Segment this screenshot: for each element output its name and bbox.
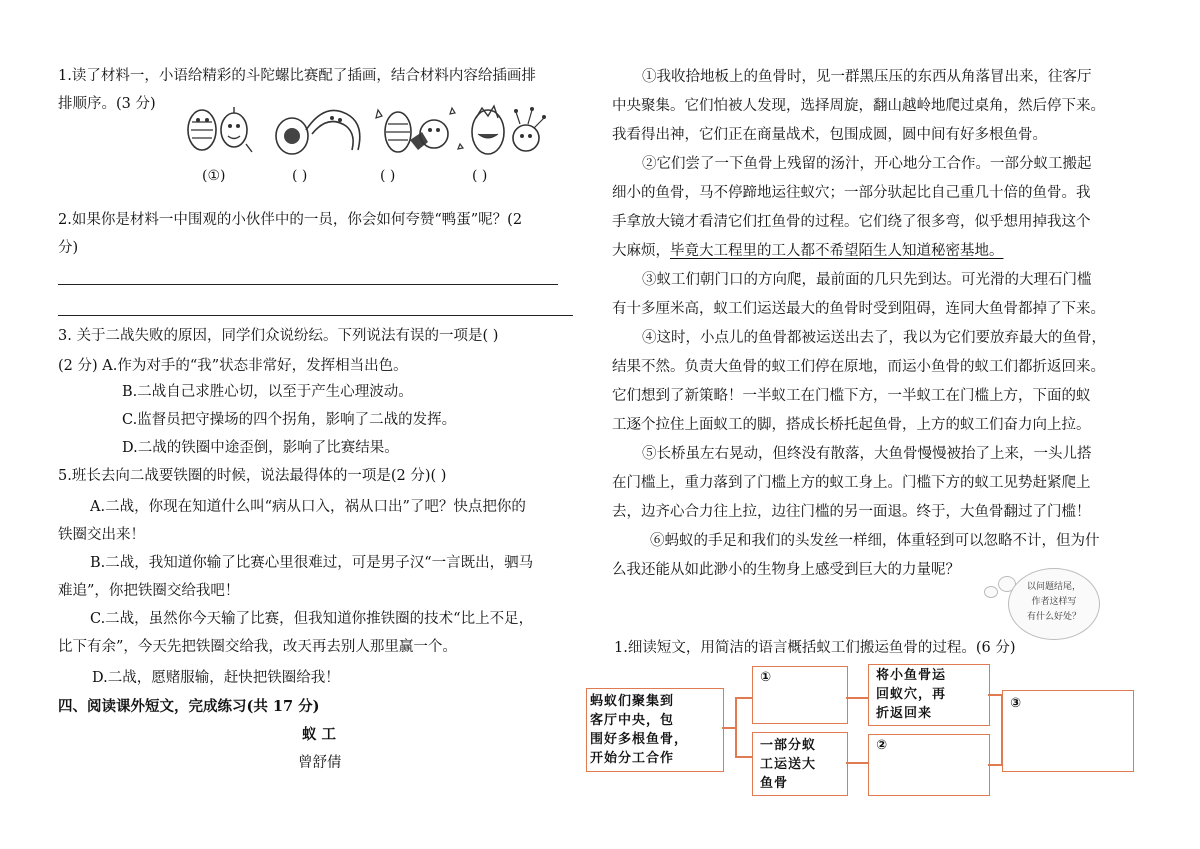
- cartoon-illustration-1: [180, 100, 260, 162]
- connector-top: [735, 697, 752, 699]
- q2-answer-line-1[interactable]: [58, 284, 558, 285]
- para-4-line2: 结果不然。负责大鱼骨的蚁工们停在原地，而运小鱼骨的蚁工们都折返回来。: [612, 359, 1105, 375]
- q2-line2: 分): [58, 240, 79, 256]
- flow-start-line1: 蚂蚁们聚集到: [590, 694, 675, 709]
- q1-answer-4[interactable]: ( ): [472, 168, 488, 184]
- para-2-line4-start: 大麻烦，: [612, 243, 670, 259]
- article-title: 蚁 工: [302, 726, 337, 743]
- blank-box-3-label: ③: [1010, 696, 1023, 711]
- blank-box-1-label: ①: [760, 670, 773, 685]
- q3-stem: 3. 关于二战失败的原因，同学们众说纷纭。下列说法有误的一项是( ): [58, 328, 499, 344]
- flow-result-text: [876, 666, 946, 723]
- para-2-line4: [612, 241, 1004, 261]
- flow-given-line1: 一部分蚁: [760, 738, 817, 753]
- flow-start-line4: 开始分工合作: [590, 751, 675, 766]
- connector-merge-bottom: [988, 764, 1002, 766]
- article-author: 曾舒倩: [298, 755, 342, 771]
- para-3-line2: 有十多厘米高，蚁工们运送最大的鱼骨时受到阻碍，连同大鱼骨都掉了下来。: [612, 301, 1105, 317]
- q5-option-a-line2: 铁圈交出来！: [58, 527, 145, 543]
- para-4-line3: 它们想到了新策略！一半蚁工在门槛下方，一半蚁工在门槛上方，下面的蚁: [612, 388, 1091, 404]
- connector-bottom: [735, 756, 752, 758]
- q3-option-b: B.二战自己求胜心切，以至于产生心理波动。: [122, 384, 413, 400]
- para-2-line2: 细小的鱼骨，马不停蹄地运往蚁穴；一部分驮起比自己重几十倍的鱼骨。我: [612, 185, 1091, 201]
- flow-given-line2: 工运送大: [760, 757, 817, 772]
- flow-given-text: [760, 736, 816, 793]
- para-3-line1: ③蚁工们朝门口的方向爬，最前面的几只先到达。可光滑的大理石门槛: [642, 272, 1092, 288]
- flow-start-text: [590, 692, 688, 768]
- note-line-1: 以问题结尾，: [1026, 582, 1081, 592]
- para-4-line1: ④这时，小点儿的鱼骨都被运送出去了，我以为它们要放弃最大的鱼骨，: [642, 330, 1106, 346]
- flow-result-line3: 折返回来: [876, 706, 933, 721]
- q2-answer-line-2[interactable]: [58, 315, 573, 316]
- q5-option-b-line2: 难追”，你把铁圈交给我吧！: [58, 583, 240, 599]
- flow-given-line3: 鱼骨: [760, 776, 789, 791]
- cartoon-illustration-2: [272, 100, 368, 162]
- para-2-line1: ②它们尝了一下鱼骨上残留的汤汁，开心地分工合作。一部分蚁工搬起: [642, 156, 1092, 172]
- q1-line2: 排顺序。(3 分): [58, 96, 156, 112]
- connector-merge-top: [988, 694, 1002, 696]
- q1-answer-3[interactable]: ( ): [380, 168, 396, 184]
- connector-top-mid: [846, 697, 868, 699]
- para-5-line3: 去，边齐心合力往上拉，边往门槛的另一面退。终于，大鱼骨翻过了门槛！: [612, 504, 1091, 520]
- bubble-dot-small: [984, 586, 998, 598]
- q5-option-a-line1: A.二战，你现在知道什么叫“病从口入，祸从口出”了吧？快点把你的: [90, 499, 526, 515]
- para-1-line2: 中央聚集。它们怕被人发现，选择周旋，翻山越岭地爬过桌角，然后停下来。: [612, 98, 1105, 114]
- flow-result-line1: 将小鱼骨运: [876, 668, 947, 683]
- section-4-heading: 四、阅读课外短文，完成练习(共 17 分): [58, 698, 320, 715]
- note-line-2: 作者这样写: [1031, 597, 1077, 607]
- para-6-line1: ⑥蚂蚁的手足和我们的头发丝一样细，体重轻到可以忽略不计，但为什: [650, 533, 1100, 549]
- q2-line1: 2.如果你是材料一中围观的小伙伴中的一员，你会如何夸赞“鸭蛋”呢？(2: [58, 212, 523, 228]
- connector-split: [735, 697, 737, 757]
- blank-box-2-label: ②: [876, 738, 889, 753]
- q3-option-c: C.监督员把守操场的四个拐角，影响了二战的发挥。: [122, 412, 457, 428]
- connector-start: [722, 727, 736, 729]
- flow-start-line3: 围好多根鱼骨，: [590, 732, 689, 747]
- q5-option-c-line1: C.二战，虽然你今天输了比赛，但我知道你推铁圈的技术“比上不足，: [90, 611, 534, 627]
- para-1-line3: 我看得出神，它们正在商量战术，包围成圆，圆中间有好多根鱼骨。: [612, 127, 1047, 143]
- question-1: 1.细读短文，用简洁的语言概括蚁工们搬运鱼骨的过程。(6 分): [614, 640, 1016, 656]
- q5-option-b-line1: B.二战，我知道你输了比赛心里很难过，可是男子汉“一言既出，驷马: [90, 555, 534, 571]
- para-1-line1: ①我收拾地板上的鱼骨时，见一群黑压压的东西从角落冒出来，往客厅: [642, 69, 1092, 85]
- q5-option-c-line2: 比下有余”，今天先把铁圈交给我，改天再去别人那里赢一个。: [58, 639, 457, 655]
- cartoon-illustration-3: [368, 100, 468, 162]
- q1-answer-1[interactable]: (①): [202, 168, 226, 184]
- q1-line1: 1.读了材料一，小语给精彩的斗陀螺比赛配了插画，结合材料内容给插画排: [58, 68, 536, 84]
- q5-option-d: D.二战，愿赌服输，赶快把铁圈给我！: [92, 670, 340, 686]
- flow-start-line2: 客厅中央，包: [590, 713, 675, 728]
- cartoon-illustration-4: [462, 100, 554, 162]
- note-bubble-text: [1014, 580, 1094, 625]
- note-line-3: 有什么好处？: [1026, 612, 1081, 622]
- q5-stem: 5.班长去向二战要铁圈的时候，说法最得体的一项是(2 分)( ): [58, 468, 447, 484]
- para-5-line1: ⑤长桥虽左右晃动，但终没有散落，大鱼骨慢慢被抬了上来，一头儿搭: [642, 446, 1092, 462]
- connector-bottom-mid: [846, 762, 868, 764]
- para-4-line4: 工逐个拉住上面蚁工的脚，搭成长桥托起鱼骨，上方的蚁工们奋力向上拉。: [612, 417, 1091, 433]
- para-2-line3: 手拿放大镜才看清它们扛鱼骨的过程。它们绕了很多弯，似乎想用掉我这个: [612, 214, 1091, 230]
- underlined-sentence: 毕竟大工程里的工人都不希望陌生人知道秘密基地。: [670, 243, 1004, 259]
- flow-result-line2: 回蚁穴，再: [876, 687, 947, 702]
- para-5-line2: 在门槛上，重力落到了门槛上方的蚁工身上。门槛下方的蚁工见势赶紧爬上: [612, 475, 1091, 491]
- para-6-line2: 么我还能从如此渺小的生物身上感受到巨大的力量呢？: [612, 562, 960, 578]
- q3-option-a: (2 分) A.作为对手的“我”状态非常好，发挥相当出色。: [58, 358, 408, 374]
- q1-answer-2[interactable]: ( ): [292, 168, 308, 184]
- q3-option-d: D.二战的铁圈中途歪倒，影响了比赛结果。: [122, 440, 399, 456]
